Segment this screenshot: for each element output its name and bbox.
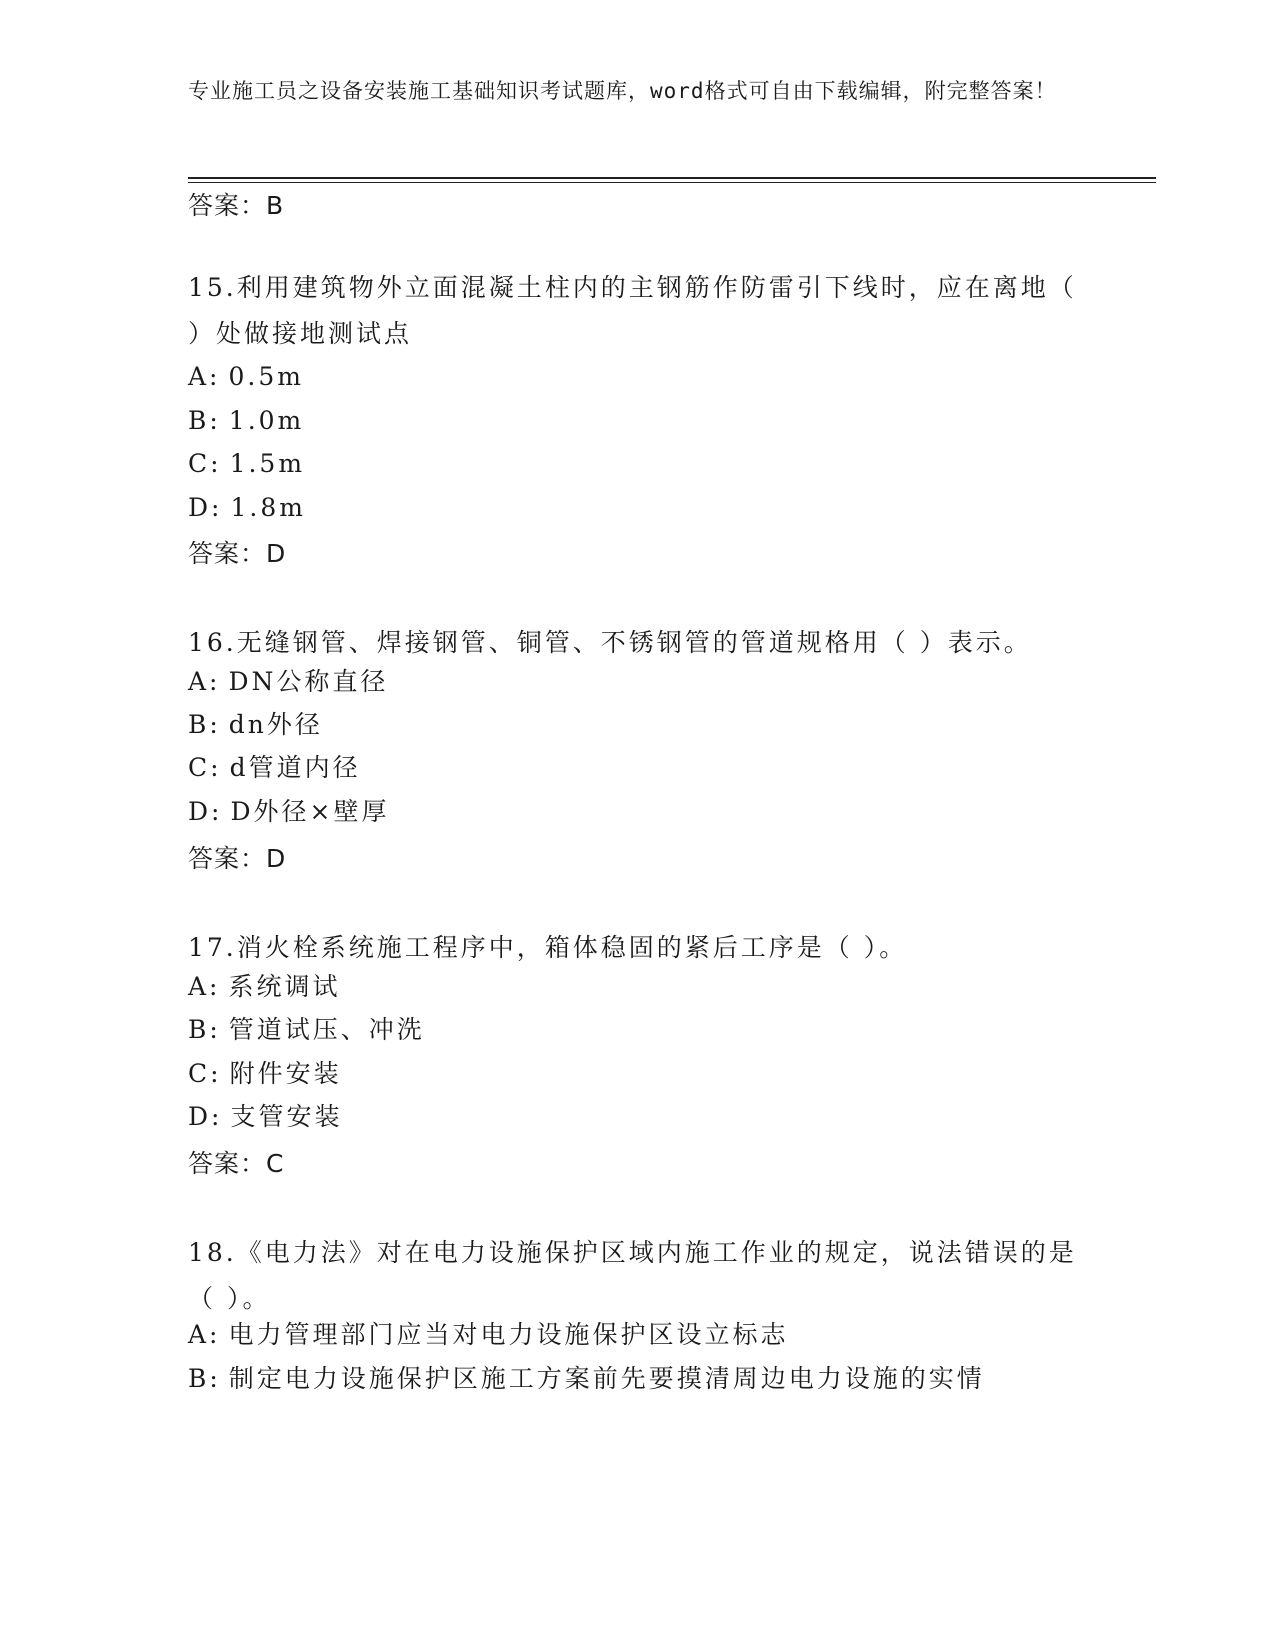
question-15-option-d: D: 1.8m bbox=[188, 493, 306, 522]
question-15-stem: 15.利用建筑物外立面混凝土柱内的主钢筋作防雷引下线时，应在离地（ ）处做接地测试点 bbox=[188, 273, 1077, 348]
question-15-answer: 答案：D bbox=[188, 539, 287, 568]
question-16-answer: 答案：D bbox=[188, 844, 287, 873]
question-18-stem: 18.《电力法》对在电力设施保护区域内施工作业的规定，说法错误的是（ ）。 bbox=[188, 1238, 1077, 1313]
header-divider-thin bbox=[188, 182, 1156, 183]
question-16-option-a: A: DN公称直径 bbox=[188, 667, 389, 696]
question-16-stem: 16.无缝钢管、焊接钢管、铜管、不锈钢管的管道规格用（ ）表示。 bbox=[188, 628, 1032, 657]
question-16-option-b: B: dn外径 bbox=[188, 710, 323, 739]
question-15-option-b: B: 1.0m bbox=[188, 406, 305, 435]
question-15-option-a: A: 0.5m bbox=[188, 362, 304, 391]
question-17-stem: 17.消火栓系统施工程序中，箱体稳固的紧后工序是（ ）。 bbox=[188, 933, 908, 962]
question-16-option-c: C: d管道内径 bbox=[188, 753, 361, 782]
question-17-option-d: D: 支管安装 bbox=[188, 1102, 343, 1131]
question-18-option-a: A: 电力管理部门应当对电力设施保护区设立标志 bbox=[188, 1320, 789, 1349]
document-header: 专业施工员之设备安装施工基础知识考试题库，word格式可自由下载编辑，附完整答案！ bbox=[188, 79, 1057, 103]
question-15-option-c: C: 1.5m bbox=[188, 449, 306, 478]
question-16-option-d: D: D外径×壁厚 bbox=[188, 797, 390, 826]
question-18-option-b: B: 制定电力设施保护区施工方案前先要摸清周边电力设施的实情 bbox=[188, 1364, 985, 1393]
question-17-option-b: B: 管道试压、冲洗 bbox=[188, 1015, 425, 1044]
question-17-answer: 答案：C bbox=[188, 1149, 285, 1178]
header-divider-thick bbox=[188, 177, 1156, 179]
question-17-option-c: C: 附件安装 bbox=[188, 1059, 342, 1088]
answer-previous: 答案：B bbox=[188, 191, 285, 220]
question-17-option-a: A: 系统调试 bbox=[188, 972, 341, 1001]
